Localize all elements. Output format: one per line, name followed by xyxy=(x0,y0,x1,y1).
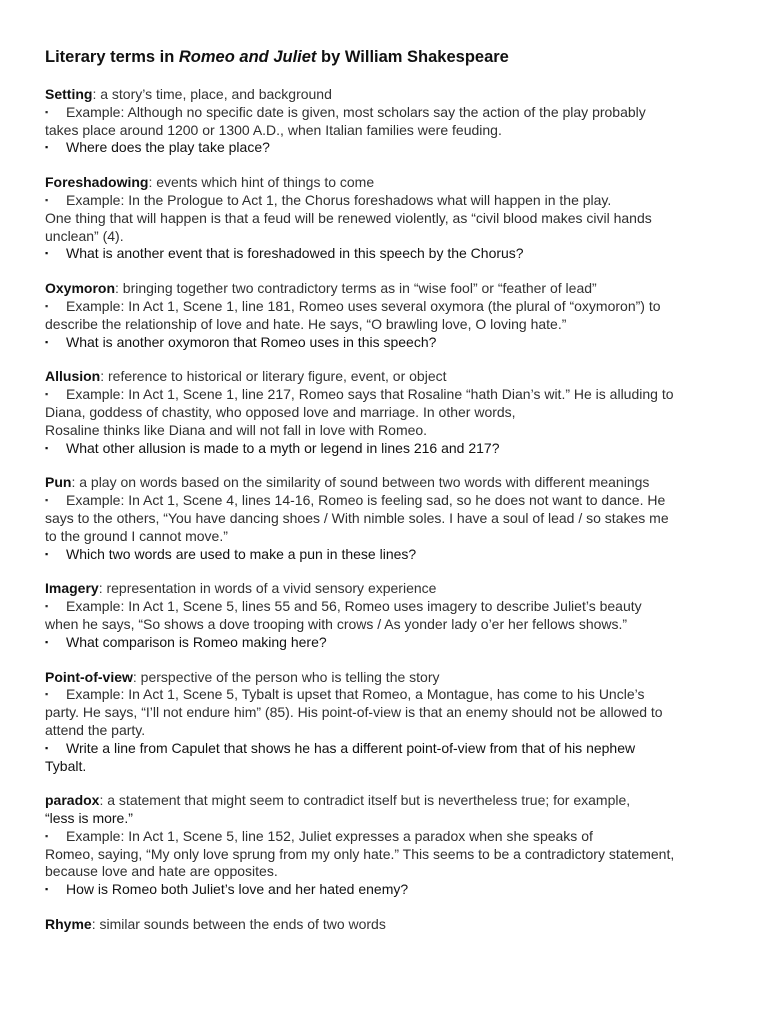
title-suffix: by William Shakespeare xyxy=(316,48,509,66)
term-definition: : a play on words based on the similarity of sound between two words with different meanings xyxy=(71,474,650,491)
example-text: Example: Although no specific date is given, most scholars say the action of the play probably xyxy=(66,103,646,120)
terms-list xyxy=(45,86,730,934)
example-text: Example: In Act 1, Scene 5, lines 55 and 56, Romeo uses imagery to describe Juliet’s beauty xyxy=(66,598,642,615)
example-line xyxy=(45,492,730,510)
example-text: Diana, goddess of chastity, who opposed love and marriage. In other words, xyxy=(45,403,516,420)
term-name: Imagery xyxy=(45,580,99,597)
question-line xyxy=(45,881,730,899)
example-line xyxy=(45,298,730,316)
question-line xyxy=(45,740,730,758)
bullet-icon: ▪ xyxy=(45,548,49,559)
example-line xyxy=(45,704,730,722)
term-pun xyxy=(45,474,730,563)
example-text: Rosaline thinks like Diana and will not fall in love with Romeo. xyxy=(45,421,428,438)
term-name: Allusion xyxy=(45,368,101,385)
bullet-icon: ▪ xyxy=(45,389,49,400)
example-text: when he says, “So shows a dove trooping with crows / As yonder lady o’er her fellows shows.” xyxy=(45,615,628,632)
bullet-icon: ▪ xyxy=(45,194,49,205)
bullet-icon: ▪ xyxy=(45,742,49,753)
example-line xyxy=(45,192,730,210)
question-text: Write a line from Capulet that shows he has a different point-of-view from that of his nephew xyxy=(66,739,636,756)
question-line xyxy=(45,440,730,458)
bullet-icon: ▪ xyxy=(45,495,49,506)
term-definition: : reference to historical or literary figure, event, or object xyxy=(100,368,447,385)
bullet-icon: ▪ xyxy=(45,442,49,453)
title-prefix: Literary terms in xyxy=(45,48,179,66)
bullet-icon: ▪ xyxy=(45,689,49,700)
question-line xyxy=(45,758,730,776)
question-text: What is another oxymoron that Romeo uses in this speech? xyxy=(66,333,437,350)
example-line xyxy=(45,846,730,864)
example-text: party. He says, “I’ll not endure him” (85). His point-of-view is that an enemy should not be allowed to xyxy=(45,704,663,721)
term-heading xyxy=(45,474,730,492)
example-text: describe the relationship of love and hate. He says, “O brawling love, O loving hate.” xyxy=(45,315,567,332)
example-text: Example: In Act 1, Scene 5, line 152, Juliet expresses a paradox when she speaks of xyxy=(66,827,593,844)
example-text: Romeo, saying, “My only love sprung from my only hate.” This seems to be a contradictory statement, xyxy=(45,845,675,862)
term-name: Pun xyxy=(45,474,72,491)
question-text: What is another event that is foreshadowed in this speech by the Chorus? xyxy=(66,245,524,262)
term-definition: : a story’s time, place, and background xyxy=(92,86,332,102)
example-line xyxy=(45,122,730,140)
term-name: Foreshadowing xyxy=(45,174,149,191)
example-text: because love and hate are opposites. xyxy=(45,863,278,880)
example-text: to the ground I cannot move.” xyxy=(45,527,228,544)
term-heading xyxy=(45,368,730,386)
example-line xyxy=(45,828,730,846)
term-heading xyxy=(45,174,730,192)
question-text: Which two words are used to make a pun in these lines? xyxy=(66,545,417,562)
term-definition: : perspective of the person who is telling the story xyxy=(132,668,440,685)
example-line xyxy=(45,616,730,634)
example-line xyxy=(45,598,730,616)
term-heading xyxy=(45,86,730,104)
bullet-icon: ▪ xyxy=(45,601,49,612)
question-line xyxy=(45,634,730,652)
term-definition: : a statement that might seem to contradict itself but is nevertheless true; for example, xyxy=(99,792,631,809)
example-text: attend the party. xyxy=(45,721,146,738)
term-heading xyxy=(45,580,730,598)
term-heading xyxy=(45,792,730,810)
example-line xyxy=(45,422,730,440)
term-heading xyxy=(45,916,730,934)
question-text: Where does the play take place? xyxy=(66,139,270,156)
example-line xyxy=(45,386,730,404)
term-heading xyxy=(45,280,730,298)
bullet-icon: ▪ xyxy=(45,884,49,895)
example-line xyxy=(45,686,730,704)
term-setting xyxy=(45,86,730,157)
title-play-name: Romeo and Juliet xyxy=(178,48,317,66)
term-definition: : similar sounds between the ends of two words xyxy=(91,916,386,933)
term-paradox xyxy=(45,792,730,899)
example-text: Example: In Act 1, Scene 1, line 217, Romeo says that Rosaline “hath Dian’s wit.” He is alluding to xyxy=(66,386,674,403)
example-line xyxy=(45,528,730,546)
term-definition: : bringing together two contradictory terms as in “wise fool” or “feather of lead” xyxy=(115,280,597,297)
example-text: Example: In Act 1, Scene 1, line 181, Romeo uses several oxymora (the plural of “oxymoron”) to xyxy=(66,297,661,314)
question-line xyxy=(45,546,730,564)
term-name: Oxymoron xyxy=(45,280,116,297)
example-text: Example: In the Prologue to Act 1, the Chorus foreshadows what will happen in the play. xyxy=(66,191,612,208)
bullet-icon: ▪ xyxy=(45,106,49,117)
question-line xyxy=(45,139,730,157)
term-definition: : events which hint of things to come xyxy=(148,174,375,191)
term-name: Setting xyxy=(45,86,93,102)
example-text: Example: In Act 1, Scene 5, Tybalt is upset that Romeo, a Montague, has come to his Uncle’s xyxy=(66,686,645,703)
example-text: One thing that will happen is that a feud will be renewed violently, as “civil blood makes civil hands xyxy=(45,209,652,226)
bullet-icon: ▪ xyxy=(45,830,49,841)
question-line xyxy=(45,334,730,352)
question-text: How is Romeo both Juliet’s love and her hated enemy? xyxy=(66,881,409,898)
document-page xyxy=(45,46,730,951)
example-line xyxy=(45,104,730,122)
term-allusion xyxy=(45,368,730,457)
term-name: paradox xyxy=(45,792,100,809)
example-text: takes place around 1200 or 1300 A.D., when Italian families were feuding. xyxy=(45,121,502,138)
bullet-icon: ▪ xyxy=(45,248,49,259)
question-text: Tybalt. xyxy=(45,757,87,774)
example-text: Example: In Act 1, Scene 4, lines 14-16, Romeo is feeling sad, so he does not want to dance. He xyxy=(66,492,666,509)
bullet-icon: ▪ xyxy=(45,142,49,153)
term-definition-continued: “less is more.” xyxy=(45,810,133,827)
term-definition: : representation in words of a vivid sensory experience xyxy=(98,580,437,597)
example-line xyxy=(45,210,730,228)
bullet-icon: ▪ xyxy=(45,336,49,347)
example-line xyxy=(45,510,730,528)
question-text: What other allusion is made to a myth or legend in lines 216 and 217? xyxy=(66,439,500,456)
term-oxymoron xyxy=(45,280,730,351)
example-line xyxy=(45,228,730,246)
page-title xyxy=(45,46,730,68)
example-line xyxy=(45,863,730,881)
term-point-of-view xyxy=(45,669,730,776)
bullet-icon: ▪ xyxy=(45,636,49,647)
term-rhyme xyxy=(45,916,730,934)
example-text: unclean” (4). xyxy=(45,227,124,244)
example-text: says to the others, “You have dancing shoes / With nimble soles. I have a soul of lead / so stakes me xyxy=(45,509,669,526)
example-line xyxy=(45,722,730,740)
term-name: Point-of-view xyxy=(45,668,133,685)
question-text: What comparison is Romeo making here? xyxy=(66,633,327,650)
example-line xyxy=(45,316,730,334)
term-foreshadowing xyxy=(45,174,730,263)
term-name: Rhyme xyxy=(45,916,92,933)
term-heading xyxy=(45,669,730,687)
example-line xyxy=(45,404,730,422)
question-line xyxy=(45,245,730,263)
bullet-icon: ▪ xyxy=(45,300,49,311)
term-imagery xyxy=(45,580,730,651)
